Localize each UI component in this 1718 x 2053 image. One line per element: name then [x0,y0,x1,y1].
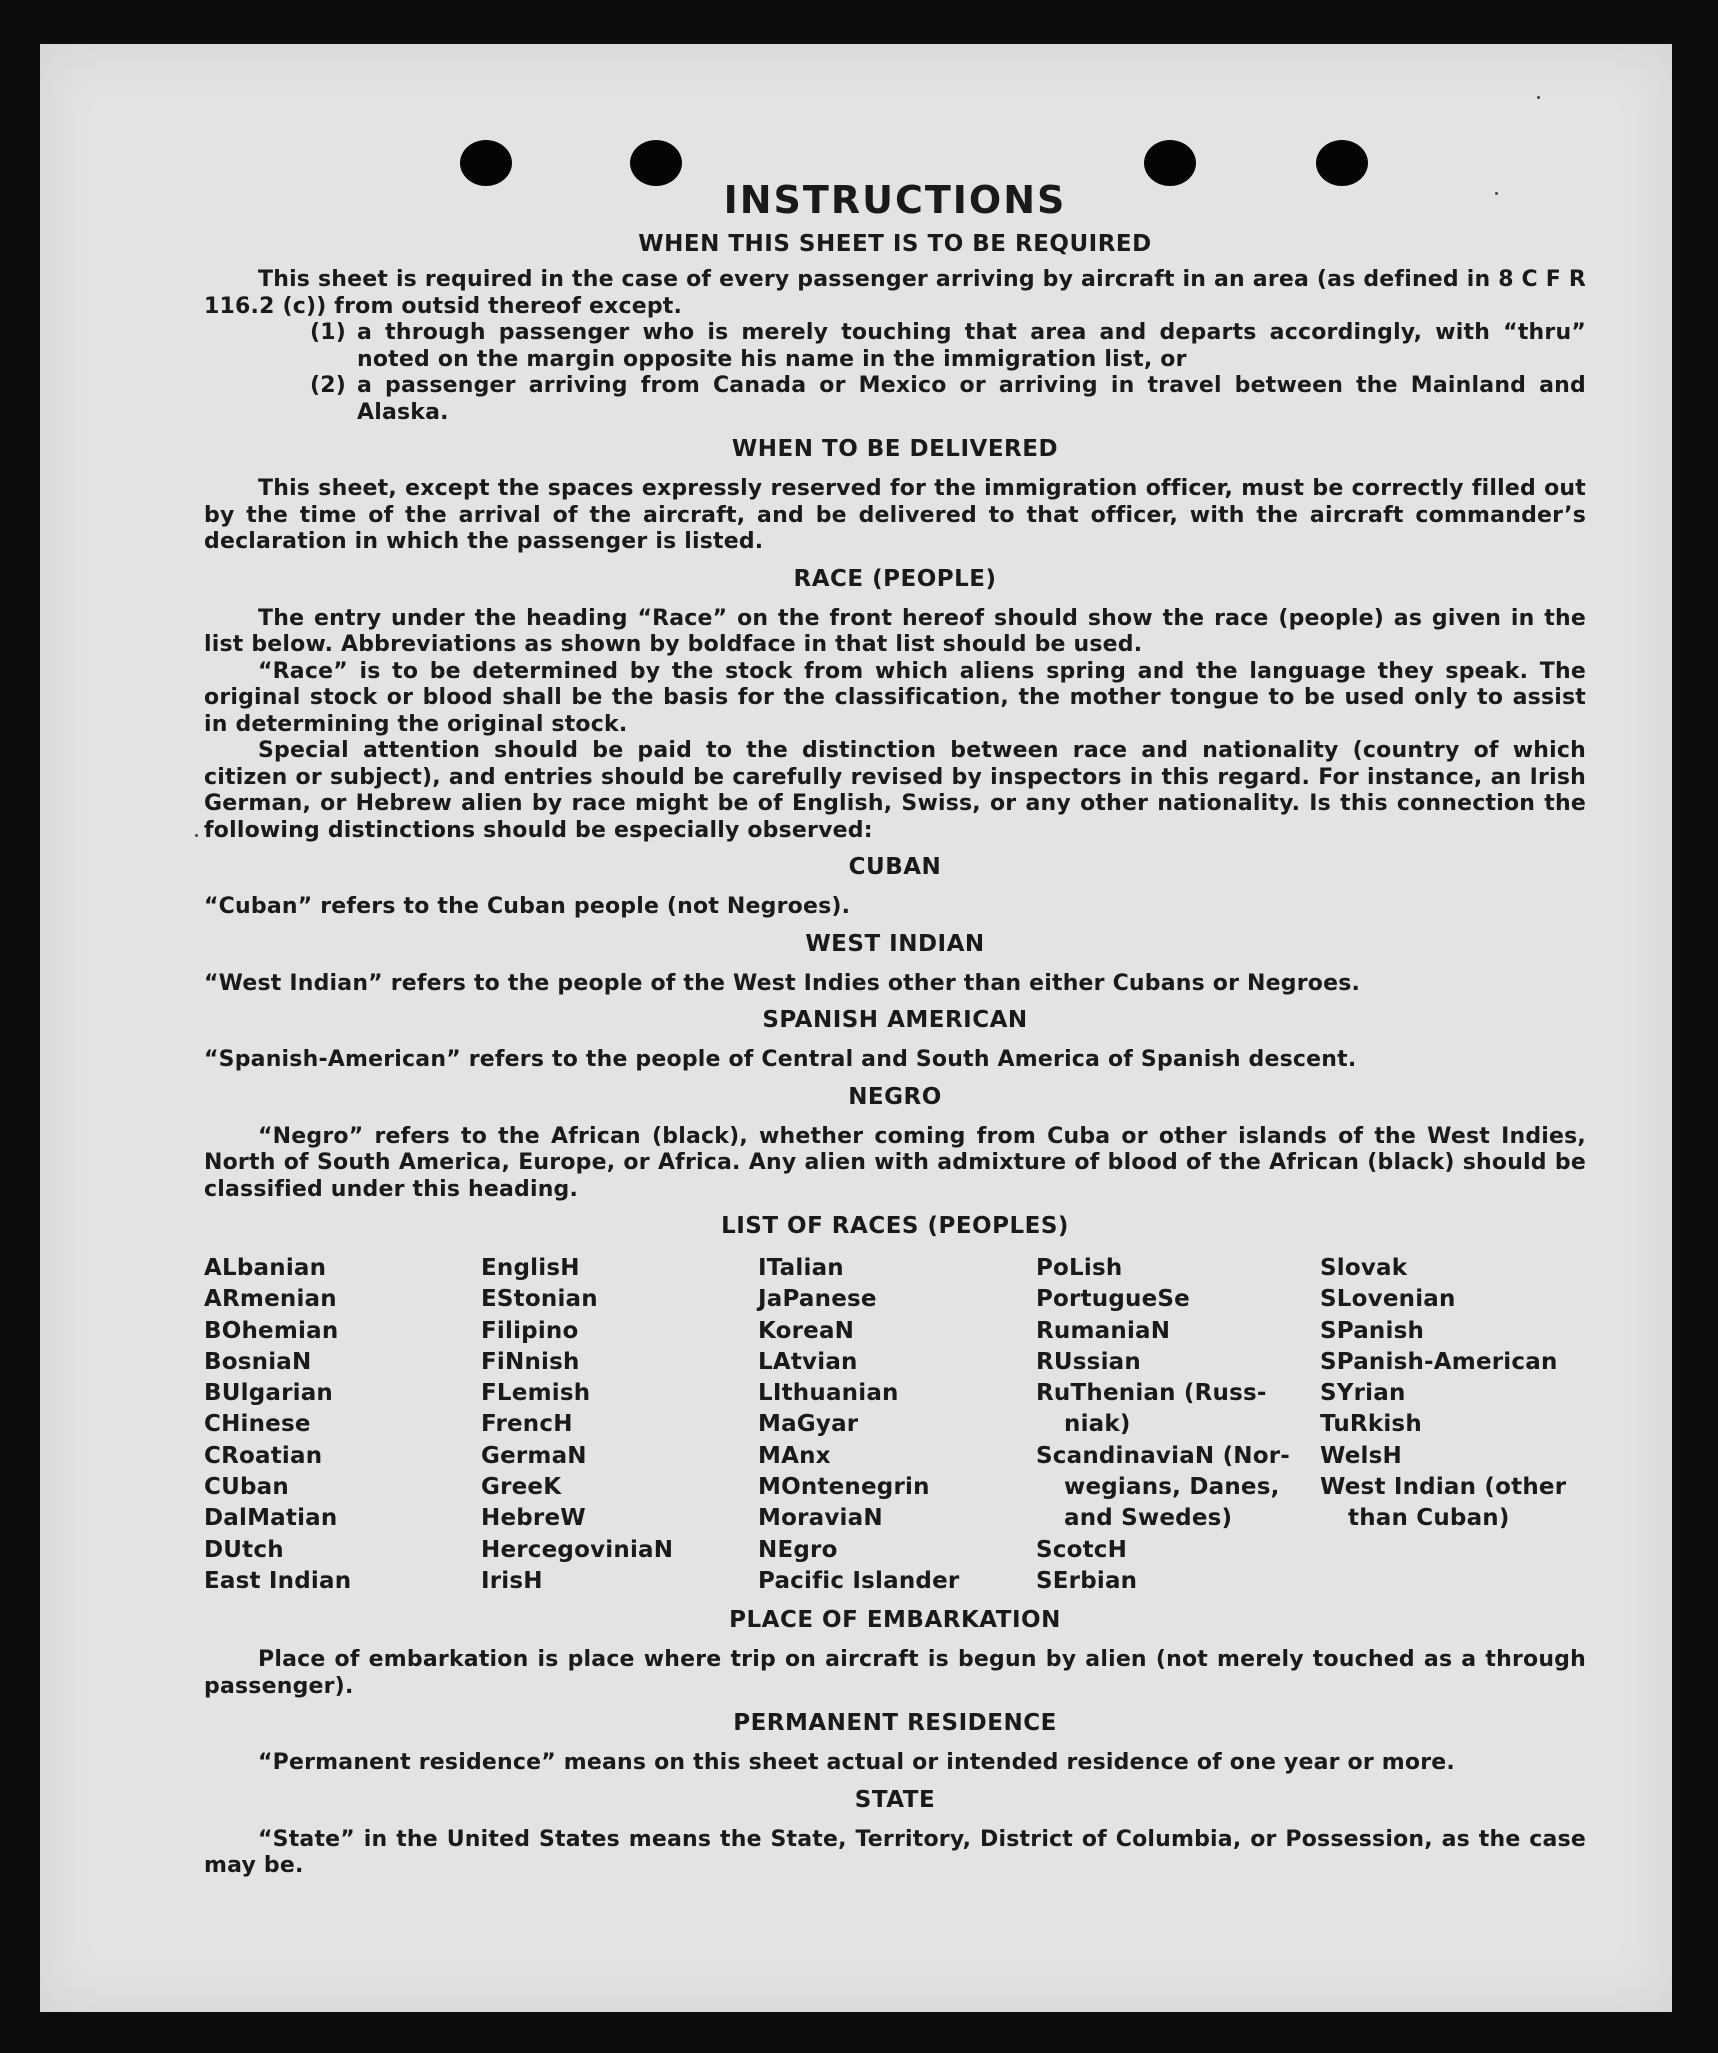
residence-text: “Permanent residence” means on this sheet actual or intended residence of one year or more. [258,1750,1455,1776]
race-entry: EnglisH [481,1255,580,1281]
section-heading-race: RACE (PEOPLE) [793,565,997,592]
race-entry: MAnx [758,1442,831,1469]
race-entry: NEgro [758,1536,838,1563]
race-entry: SPanish [1320,1317,1425,1344]
race-entry: KoreaN [758,1317,855,1344]
paper-speck [195,834,198,837]
race-entry: SYrian [1320,1380,1406,1407]
race-entry: BosniaN [204,1348,312,1375]
race-entry: PortugueSe [1036,1286,1190,1313]
section-heading-required: WHEN THIS SHEET IS TO BE REQUIRED [638,231,1152,257]
race-entry: Slovak [1320,1255,1408,1281]
race-entry: HebreW [481,1505,586,1532]
race-entry: MaGyar [758,1411,859,1438]
race-entry: GermaN [481,1442,587,1469]
west-indian-text: “West Indian” refers to the people of the West Indies other than either Cubans or Negroes. [204,970,1361,996]
page-title: INSTRUCTIONS [723,178,1067,222]
race-paragraph: Special attention should be paid to the distinction between race and nationality (country of which citizen or subject), and entries should be carefully revised by inspectors in this regard. For instance, an Irish German, or Hebrew alien by race might be of English, Swiss, or any other nationality. Is this connection the following distinctions should be especially observed: [204,738,1586,843]
exception-item [204,373,1586,426]
race-entry: FrencH [481,1411,573,1438]
race-entry: and Swedes) [1064,1505,1233,1532]
exception-text: a passenger arriving from Canada or Mexico or arriving in travel between the Mainland and Alaska. [357,373,1586,425]
races-column [204,1253,481,1597]
section-heading-state: STATE [854,1786,936,1813]
race-entry: East Indian [204,1567,352,1594]
race-entry: FiNnish [481,1348,580,1375]
exception-text: a through passenger who is merely touching that area and departs accordingly, with “thru” noted on the margin opposite his name in the immigration list, or [357,320,1586,372]
race-entry: LAtvian [758,1348,858,1375]
race-entry: EStonian [481,1286,598,1313]
spanish-american-text: “Spanish-American” refers to the people of Central and South America of Spanish descent. [204,1047,1357,1072]
section-heading-embarkation: PLACE OF EMBARKATION [729,1607,1061,1634]
race-entry: FLemish [481,1380,591,1407]
race-entry: GreeK [481,1474,562,1501]
document-sheet [40,44,1672,2012]
instructions-body [204,178,1586,1880]
race-entry: JaPanese [758,1286,877,1313]
race-paragraph: “Race” is to be determined by the stock from which aliens spring and the language they speak. The original stock or blood shall be the basis for the classification, the mother tongue to be used only to assist in determining the original stock. [204,658,1586,737]
race-entry: SLovenian [1320,1286,1456,1313]
race-entry: ScotcH [1036,1536,1128,1563]
embarkation-text: Place of embarkation is place where trip on aircraft is begun by alien (not merely touched as a through passenger). [204,1647,1586,1699]
race-entry: DUtch [204,1536,284,1563]
section-heading-race-list: LIST OF RACES (PEOPLES) [721,1213,1069,1239]
race-entry: LIthuanian [758,1380,899,1407]
race-entry: CHinese [204,1411,311,1438]
exceptions-list [204,320,1586,426]
races-table [204,1253,1586,1597]
race-entry: SPanish-American [1320,1348,1558,1375]
exception-number: (1) [310,320,347,345]
section-heading-delivered: WHEN TO BE DELIVERED [731,436,1059,462]
exception-item [204,320,1586,373]
required-intro: This sheet is required in the case of every passenger arriving by aircraft in an area (as defined in 8 C F R 116.2 (c)) from outsid thereof except. [204,267,1586,319]
races-column [481,1253,758,1597]
paper-speck [1537,96,1540,99]
exception-number: (2) [310,373,347,398]
negro-text: “Negro” refers to the African (black), whether coming from Cuba or other islands of the West Indies, North of South America, Europe, or Africa. Any alien with admixture of blood of the African (black) should be classified under this heading. [204,1123,1586,1202]
section-heading-cuban: CUBAN [848,854,942,880]
race-entry: WelsH [1320,1442,1402,1469]
race-entry: ARmenian [204,1286,337,1313]
races-column [1036,1253,1320,1597]
race-entry: niak) [1064,1411,1131,1438]
races-column [1320,1253,1586,1597]
race-entry: wegians, Danes, [1064,1474,1280,1501]
race-entry: DalMatian [204,1505,338,1532]
race-entry: than Cuban) [1348,1505,1510,1532]
state-text: “State” in the United States means the State, Territory, District of Columbia, or Possession, as the case may be. [204,1826,1586,1879]
race-entry: RuThenian (Russ- [1036,1380,1267,1407]
race-entry: Pacific Islander [758,1567,960,1594]
section-heading-spanish-american: SPANISH AMERICAN [762,1007,1028,1033]
race-entry: BOhemian [204,1317,339,1344]
race-entry: HercegoviniaN [481,1536,674,1563]
race-entry: ALbanian [204,1255,327,1281]
race-entry: PoLish [1036,1255,1123,1281]
race-entry: MoraviaN [758,1505,883,1532]
race-entry: BUlgarian [204,1380,333,1407]
race-entry: ScandinaviaN (Nor- [1036,1442,1291,1469]
race-entry: CUban [204,1474,289,1501]
cuban-text: “Cuban” refers to the Cuban people (not Negroes). [204,894,851,919]
section-heading-residence: PERMANENT RESIDENCE [733,1710,1057,1737]
race-entry: CRoatian [204,1442,323,1469]
race-entry: RumaniaN [1036,1317,1171,1344]
section-heading-negro: NEGRO [848,1083,942,1110]
race-entry: MOntenegrin [758,1474,930,1501]
race-entry: Filipino [481,1317,579,1344]
race-entry: SErbian [1036,1567,1138,1594]
section-heading-west-indian: WEST INDIAN [805,930,985,957]
race-entry: West Indian (other [1320,1474,1567,1501]
races-column [758,1253,1036,1597]
race-entry: ITalian [758,1255,844,1281]
race-entry: IrisH [481,1567,543,1594]
race-paragraph: The entry under the heading “Race” on the front hereof should show the race (people) as given in the list below. Abbreviations as shown by boldface in that list should be used. [204,605,1586,657]
delivered-text: This sheet, except the spaces expressly reserved for the immigration officer, must be correctly filled out by the time of the arrival of the aircraft, and be delivered to that officer, with the aircraft commander’s declaration in which the passenger is listed. [204,476,1586,554]
race-entry: TuRkish [1320,1411,1422,1438]
race-entry: RUssian [1036,1348,1141,1375]
